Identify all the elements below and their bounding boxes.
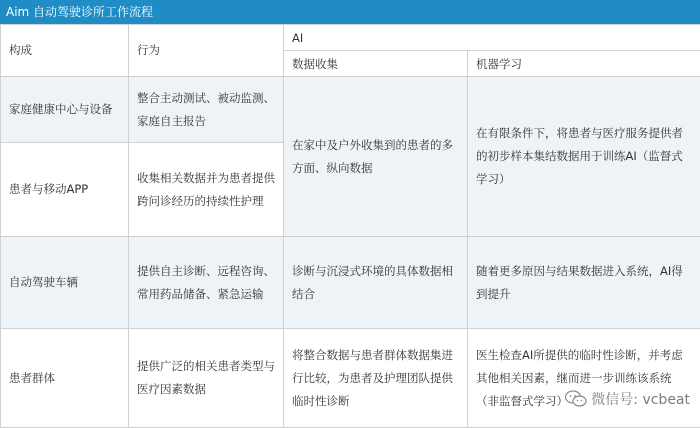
data-collection-merged-top: 在家中及户外收集到的患者的多方面、纵向数据 xyxy=(284,77,468,237)
row2-component: 患者与移动APP xyxy=(1,143,129,237)
row3-machine-learning: 随着更多原因与结果数据进入系统，AI得到提升 xyxy=(468,237,700,329)
row3-behavior: 提供自主诊断、远程咨询、常用药品储备、紧急运输 xyxy=(129,237,284,329)
wechat-icon xyxy=(565,390,587,408)
watermark-text: 微信号: vcbeat xyxy=(591,389,690,409)
row4-machine-learning: 医生检查AI所提供的临时性诊断，并考虑其他相关因素，继而进一步训练该系统（非监督式学习） xyxy=(468,329,700,428)
header-data-collection: 数据收集 xyxy=(284,51,468,77)
row3-component: 自动驾驶车辆 xyxy=(1,237,129,329)
header-behavior: 行为 xyxy=(129,25,284,77)
header-ai: AI xyxy=(284,25,700,51)
row4-data-collection: 将整合数据与患者群体数据集进行比较，为患者及护理团队提供临时性诊断 xyxy=(284,329,468,428)
ml-merged-top: 在有限条件下，将患者与医疗服务提供者的初步样本集结数据用于训练AI（监督式学习） xyxy=(468,77,700,237)
row1-behavior: 整合主动测试、被动监测、家庭自主报告 xyxy=(129,77,284,143)
row4-component: 患者群体 xyxy=(1,329,129,428)
row2-behavior: 收集相关数据并为患者提供跨问诊经历的持续性护理 xyxy=(129,143,284,237)
header-machine-learning: 机器学习 xyxy=(468,51,700,77)
row1-component: 家庭健康中心与设备 xyxy=(1,77,129,143)
table-title: Aim 自动驾驶诊所工作流程 xyxy=(0,0,700,24)
row4-behavior: 提供广泛的相关患者类型与医疗因素数据 xyxy=(129,329,284,428)
row3-data-collection: 诊断与沉浸式环境的具体数据相结合 xyxy=(284,237,468,329)
header-component: 构成 xyxy=(1,25,129,77)
wechat-watermark xyxy=(565,389,690,409)
workflow-table xyxy=(0,24,700,428)
